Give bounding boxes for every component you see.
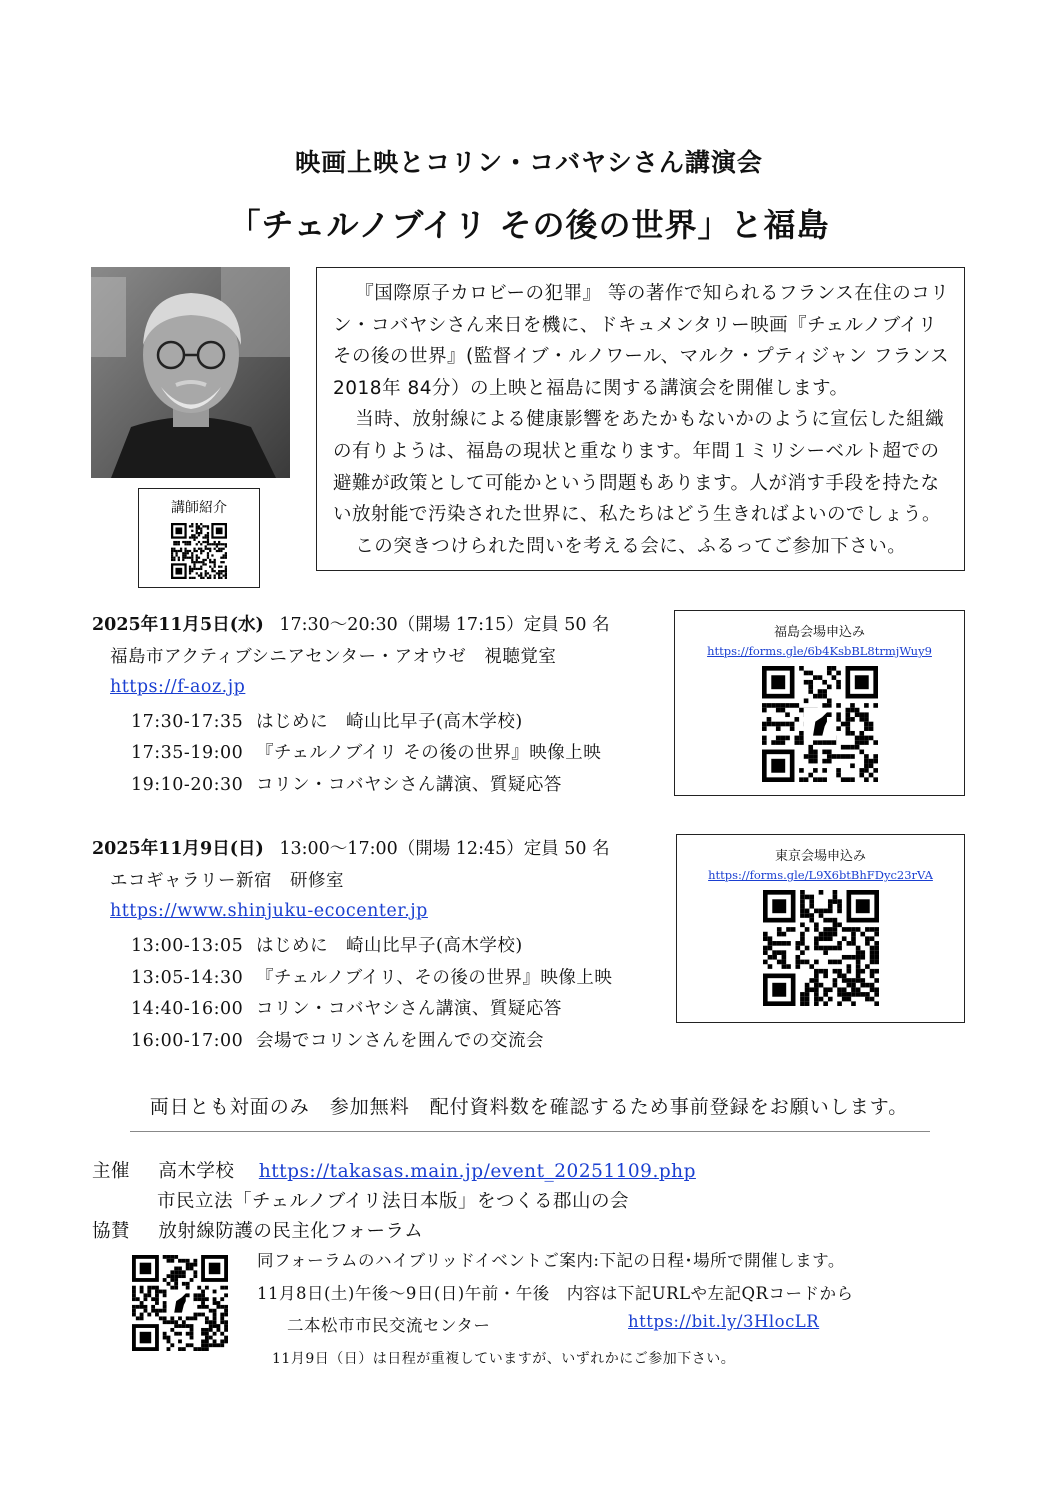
session1-venue-link[interactable]: https://f-aoz.jp (110, 677, 246, 697)
lecturer-box (138, 488, 260, 588)
schedule-desc: コリン・コバヤシさん講演、質疑応答 (256, 775, 562, 795)
session2-venue: エコギャラリー新宿 研修室 (110, 871, 344, 891)
session2-details: 13:00～17:00（開場 12:45）定員 50 名 (279, 839, 610, 859)
forum-venue: 二本松市市民交流センター (287, 1316, 491, 1335)
schedule-time: 13:05-14:30 (131, 968, 244, 988)
schedule-time: 14:40-16:00 (131, 999, 244, 1019)
registration-notice: 両日とも対面のみ 参加無料 配付資料数を確認するため事前登録をお願いします。 (149, 1096, 909, 1118)
schedule-time: 17:30-17:35 (131, 712, 244, 732)
schedule-desc: 『チェルノブイリ、その後の世界』映像上映 (256, 968, 613, 988)
schedule-row (131, 771, 562, 796)
co-host: 市民立法「チェルノブイリ法日本版」をつくる郡山の会 (157, 1191, 630, 1212)
schedule-desc: はじめに 崎山比早子(高木学校) (256, 712, 523, 732)
event-title: 「チェルノブイリ その後の世界」と福島 (228, 206, 830, 244)
sponsor-row (92, 1217, 423, 1243)
sponsor-name: 放射線防護の民主化フォーラム (158, 1221, 424, 1242)
schedule-row (131, 1027, 544, 1052)
speaker-photo (91, 267, 290, 478)
forum-note: 11月9日（日）は日程が重複していますが、いずれかにご参加下さい。 (272, 1351, 736, 1367)
intro-paragraph: 当時、放射線による健康影響をあたかもないかのように宣伝した組織の有りようは、福島の現状と重なります。年間１ミリシーベルト超での避難が政策として可能かという問題もあります。人が消す手段を持たない放射能で汚染された世界に、私たちはどう生きればよいのでしょう。 (333, 409, 945, 526)
schedule-row (131, 995, 562, 1020)
session1-details: 17:30～20:30（開場 17:15）定員 50 名 (279, 615, 610, 635)
session2-venue-link[interactable]: https://www.shinjuku-ecocenter.jp (110, 901, 428, 921)
tokyo-signup-link[interactable]: https://forms.gle/L9X6btBhFDyc23rVA (708, 868, 933, 882)
session1-date: 2025年11月5日(水) (92, 615, 264, 635)
intro-box (316, 267, 965, 571)
session1-venue: 福島市アクティブシニアセンター・アオウゼ 視聴覚室 (110, 647, 557, 667)
host-link[interactable]: https://takasas.main.jp/event_20251109.php (258, 1161, 696, 1182)
event-subtitle: 映画上映とコリン・コバヤシさん講演会 (295, 148, 763, 177)
schedule-time: 17:35-19:00 (131, 743, 244, 763)
host-label: 主催 (92, 1161, 131, 1182)
host-name: 高木学校 (158, 1161, 235, 1182)
lecturer-label: 講師紹介 (171, 500, 227, 516)
schedule-row (131, 932, 523, 957)
fukushima-signup-link[interactable]: https://forms.gle/6b4KsbBL8trmjWuy9 (707, 644, 932, 658)
schedule-time: 13:00-13:05 (131, 936, 244, 956)
intro-paragraph: 『国際原子カロビーの犯罪』 等の著作で知られるフランス在住のコリン・コバヤシさん来日を機に、ドキュメンタリー映画『チェルノブイリ その後の世界』(監督イブ・ルノワール、マルク・プティジャン フランス 2018年 84分）の上映と福島に関する講演会を開催します。 (333, 283, 950, 399)
forum-info-line: 11月8日(土)午後～9日(日)午前・午後 内容は下記URLや左記QRコードから (257, 1284, 854, 1303)
schedule-row (131, 708, 523, 733)
divider (130, 1131, 930, 1132)
tokyo-signup-title: 東京会場申込み (774, 849, 866, 864)
schedule-row (131, 739, 601, 764)
session2-date: 2025年11月9日(日) (92, 839, 264, 859)
schedule-time: 16:00-17:00 (131, 1031, 244, 1051)
forum-link[interactable]: https://bit.ly/3HlocLR (628, 1312, 820, 1331)
tokyo-signup-box (676, 834, 965, 1023)
intro-paragraph: この突きつけられた問いを考える会に、ふるってご参加下さい。 (355, 535, 907, 557)
tokyo-qr-code[interactable] (677, 890, 964, 1006)
fukushima-signup-title: 福島会場申込み (773, 625, 865, 640)
host-row (92, 1157, 696, 1183)
schedule-time: 19:10-20:30 (131, 775, 244, 795)
session2-header (92, 835, 610, 860)
schedule-desc: 会場でコリンさんを囲んでの交流会 (256, 1031, 544, 1051)
forum-qr-code[interactable] (132, 1255, 228, 1351)
forum-info-line: 同フォーラムのハイブリッドイベントご案内:下記の日程･場所で開催します。 (257, 1251, 845, 1270)
session1-header (92, 611, 610, 636)
schedule-desc: コリン・コバヤシさん講演、質疑応答 (256, 999, 562, 1019)
lecturer-qr-code[interactable] (139, 523, 259, 579)
schedule-desc: はじめに 崎山比早子(高木学校) (256, 936, 523, 956)
schedule-desc: 『チェルノブイリ その後の世界』映像上映 (256, 743, 602, 763)
sponsor-label: 協賛 (92, 1221, 131, 1242)
schedule-row (131, 964, 612, 989)
fukushima-signup-box (674, 610, 965, 796)
fukushima-qr-code[interactable] (675, 666, 964, 782)
